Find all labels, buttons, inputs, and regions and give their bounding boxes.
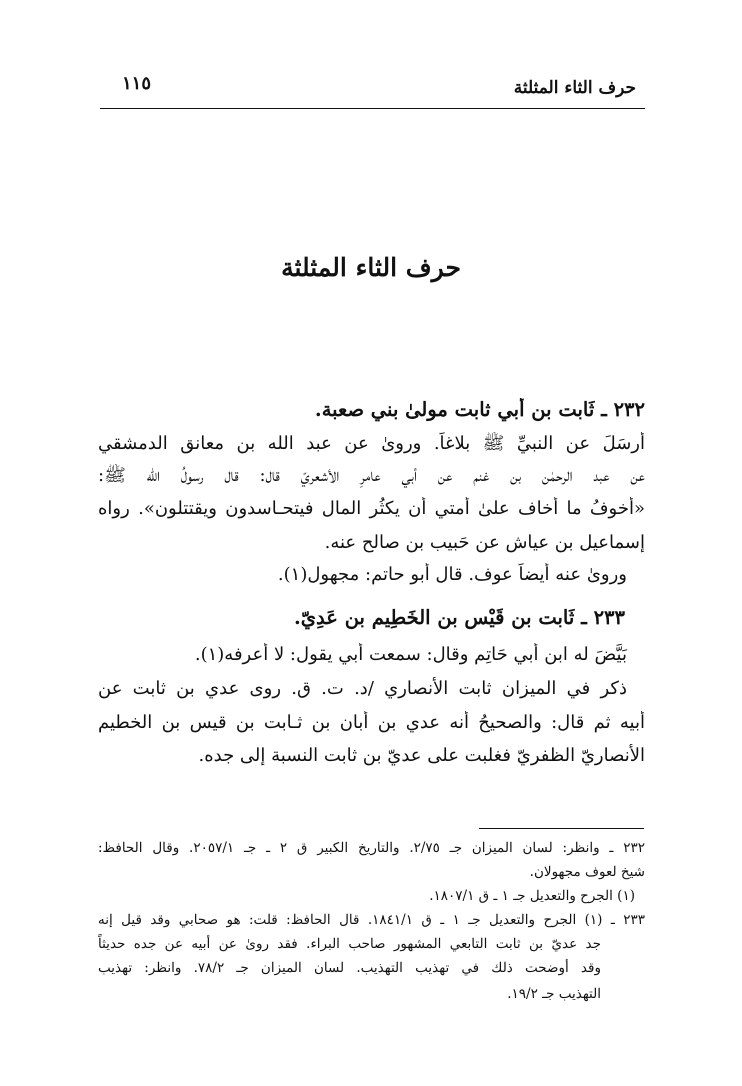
header-divider <box>100 108 645 109</box>
footnote-divider <box>479 828 644 829</box>
entry-232-heading: ٢٣٢ ـ ثَابت بن أبي ثابت مولىٰ بني صعبة. <box>314 398 645 421</box>
entry-232-line-2: عن عبد الرحمٰن بن غنم عن أبي عامرِ الأشعريّ قال: قال رسولُ الله ﷺ: <box>98 465 645 486</box>
entry-232-line-3: «أخوفُ ما أخاف علىٰ أُمتي أن يكثُر المال فيتحـاسدون ويقتتلون». رواه <box>98 498 645 519</box>
footnote-line-6: وقد أوضحت ذلك في تهذيب التهذيب. لسان الميزان جـ ٧٨/٢. وانظر: تهذيب <box>98 960 601 976</box>
entry-233-line-2: ذكر في الميزان ثابت الأنصاري /د. ت. ق. روى عدي بن ثابت عن <box>98 678 627 699</box>
entry-233-line-4: الأنصاريّ الظفريّ فغلبت على عديّ بن ثابت النسبة إلى جده. <box>198 745 645 766</box>
footnote-line-2: شيخ لعوف مجهولان. <box>529 864 645 880</box>
running-header-title: حرف الثاء المثلثة <box>513 78 636 98</box>
chapter-title: حرف الثاء المثلثة <box>281 253 461 282</box>
entry-232-line-4: إسماعيل بن عياش عن حَبيب بن صالح عنه. <box>324 532 645 553</box>
entry-233-line-3: أبيه ثم قال: والصحيحُ أنه عدي بن أبان بن ثـابت بن قيس بن الخطيم <box>98 712 645 733</box>
entry-233-line-1: بَيَّضَ له ابن أبي حَاتِم وقال: سمعت أبي يقول: لا أعرفه(١). <box>194 644 627 665</box>
page-number: ١١٥ <box>122 73 152 94</box>
footnote-line-1: ٢٣٢ ـ وانظر: لسان الميزان جـ ٢/٧٥. والتاريخ الكبير ق ٢ ـ جـ ٢٠٥٧/١. وقال الحافظ: <box>98 840 645 856</box>
footnote-line-7: التهذيب جـ ١٩/٢. <box>507 986 601 1002</box>
footnote-line-5: جد عديّ بن ثابت التابعي المشهور صاحب البراء. فقد روىٰ عن أبيه عن جده حديثاً <box>98 936 601 952</box>
entry-232-line-5: وروىٰ عنه أيضاً عوف. قال أبو حاتم: مجهول(١). <box>277 564 627 585</box>
entry-233-heading: ٢٣٣ ـ ثَابت بن قَيْس بن الخَطِيم بن عَدِيّ. <box>294 606 625 629</box>
footnote-line-4: ٢٣٣ ـ (١) الجرح والتعديل جـ ١ ـ ق ١٨٤١/١. قال الحافظ: قلت: هو صحابي وقد قيل إنه <box>98 912 645 928</box>
footnote-line-3: (١) الجرح والتعديل جـ ١ ـ ق ١٨٠٧/١. <box>429 888 635 904</box>
entry-232-line-1: أرسَلَ عن النبيِّ ﷺ بلاغاً. وروىٰ عن عبد الله بن معانق الدمشقي <box>98 433 645 454</box>
